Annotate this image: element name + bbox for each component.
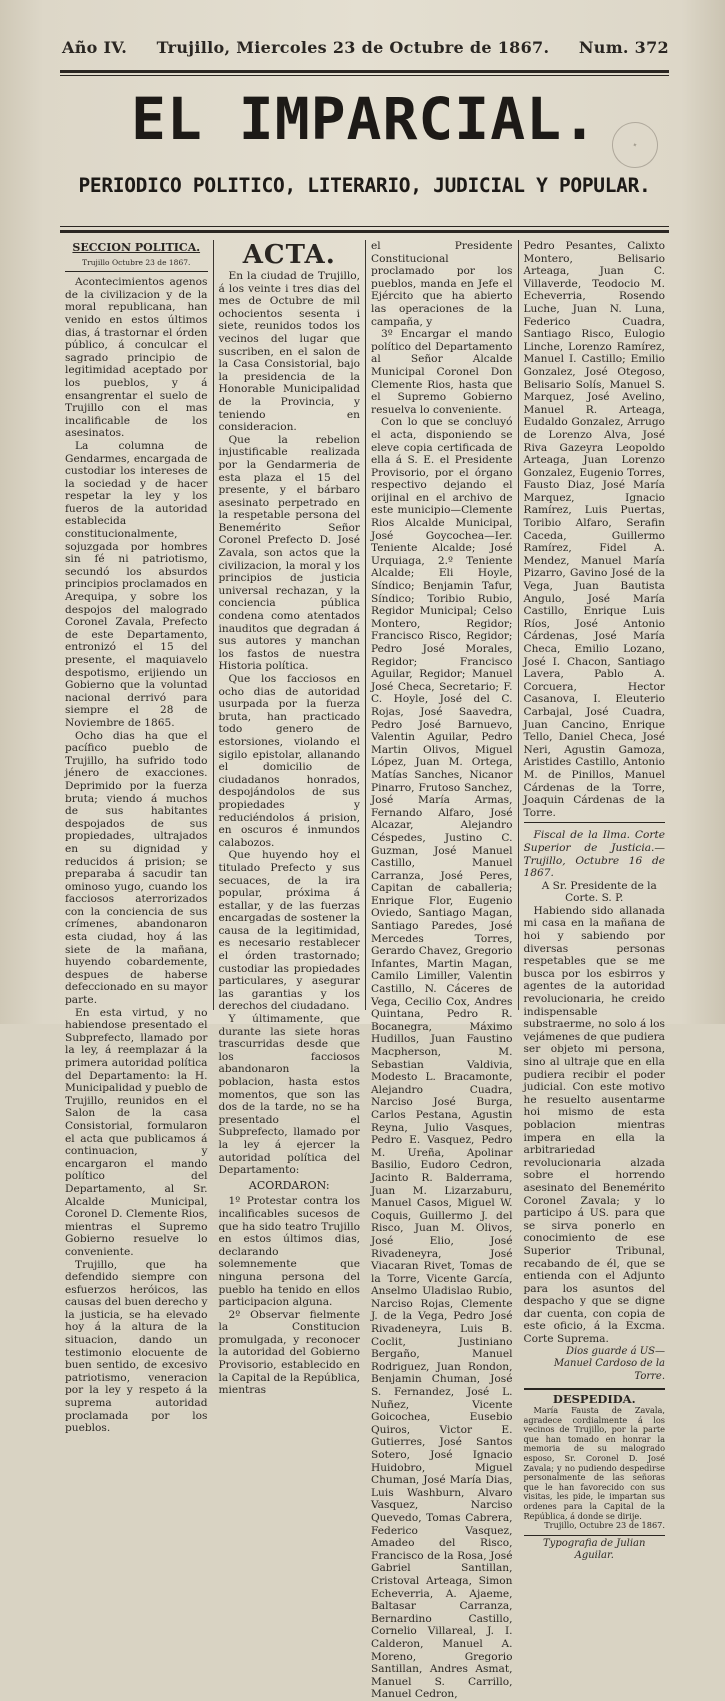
mid-rule-thick	[60, 230, 669, 233]
signature: Dios guarde á US—Manuel Cardoso de la Torre.	[553, 1345, 665, 1382]
resolution: 1º Protestar contra los incalificables sucesos de que ha sido teatro Trujillo en estos últimos dias, declarando solemnemente que ninguna persona del pueblo ha tenido en ellos participacion alguna.	[218, 1195, 360, 1309]
printer-credit: Typografia de Julian Aguilar.	[524, 1535, 666, 1563]
dateline-row	[62, 38, 669, 60]
paragraph: En esta virtud, y no habiendose presentado el Subprefecto, llamado por la ley, á reemplazar á la primera autoridad política del Departamento: la H. Municipalidad y pueblo de Trujillo, reunidos en el Salon de la casa Consistorial, formularon el acta que publicamos á continuacion, y encargaron el mando político del Departamento, al Sr. Alcalde Municipal, Coronel D. Clemente Rios, mientras el Supremo Gobierno resuelve lo conveniente.	[65, 1006, 208, 1258]
issue-number: Num. 372	[578, 38, 669, 57]
top-rule	[60, 70, 669, 73]
fiscal-salutation: A Sr. Presidente de la Corte. S. P.	[541, 879, 657, 905]
article-columns	[60, 240, 670, 1701]
mid-rule-thin	[60, 226, 669, 227]
despedida-notice	[524, 1388, 666, 1530]
acta-heading: ACTA.	[242, 240, 336, 270]
paragraph: Que huyendo hoy el titulado Prefecto y sus secuaces, de la ira popular, próxima á estallar, y de las fuerzas encargadas de sostener la causa de la legitimidad, es necesario restablecer el órden trastornado; custodiar las propiedades particulares, y asegurar las garantias y los derechos del ciudadano.	[218, 849, 360, 1013]
section-date: Trujillo Octubre 23 de 1867.	[65, 257, 208, 273]
resolution: 2º Observar fielmente la Constitucion promulgada, y reconocer la autoridad del Gobierno Provisorio, establecido en la Capital de la República, mientras	[218, 1308, 361, 1397]
despedida-text: María Fausta de Zavala, agradece cordialmente á los vecinos de Trujillo, por la parte que han tomado en honrar la memoria de su malogrado esposo, Sr. Coronel D. José Zavala; y no pudiendo despedirse personalmente de las señoras que le han favorecido con sus visitas, les pide, le impartan sus ordenes para la Capital de la República, á donde se dirije.	[523, 1405, 665, 1521]
signatories: Con lo que se concluyó el acta, disponiendo se eleve copia certificada de ella á S. E. el Presidente Provisorio, por el órgano respectivo dejando el orijinal en el archivo de este municipio—Clemente Rios Alcalde Municipal, José Goycochea—Ier. Teniente Alcalde; José Urquiaga, 2.º Teniente Alcalde; Eli Hoyle, Síndico; Benjamin Tafur, Síndico; Toribio Rubio, Regidor Municipal; Celso Montero, Regidor; Francisco Risco, Regidor; Pedro José Morales, Regidor; Francisco Aguilar, Regidor; Manuel José Checa, Secretario; F. C. Hoyle, José del C. Rojas, José Saavedra, Pedro José Barnuevo, Valentin Aguilar, Pedro Martin Olivos, Miguel López, Juan M. Ortega, Matías Sanches, Nicanor Pinarro, Frutoso Sanchez, José María Armas, Fernando Alfaro, José Alcazar, Alejandro Céspedes, Justino C. Guzman, José Manuel Castillo, Manuel Carranza, José Peres, Capitan de caballeria; Enrique Flor, Eugenio Oviedo, Santiago Magan, Santiago Paredes, José Mercedes Torres, Gerardo Chavez, Gregorio Infantes, Martin Magan, Camilo Limiller, Valentin Castillo, N. Cáceres de Vega, Cecilio Cox, Andres Quintana, Pedro R. Bocanegra, Máximo Hudillos, Juan Faustino Macpherson, M. Sebastian Valdivia, Modesto L. Bracamonte, Alejandro Cuadra, Narciso José Burga, Carlos Pestana, Agustin Reyna, Julio Vasques, Pedro E. Vasquez, Pedro M. Ureña, Apolinar Basilio, Eudoro Cedron, Jacinto R. Balderrama, Juan M. Lizarzaburu, Manuel Casos, Miguel W. Coquis, Guillermo J. del Risco, Juan M. Olivos, José Elio, José Rivadeneyra, José Viacaran Rivet, Tomas de la Torre, Vicente García, Anselmo Uladislao Rubio, Narciso Rojas, Clemente J. de la Vega, Pedro José Rivadeneyra, Luis B. Coclit, Justiniano Bergaño, Manuel Rodriguez, Juan Rondon, Benjamin Chuman, José S. Fernandez, José L. Nuñez, Vicente Goicochea, Eusebio Quiros, Victor E. Gutierres, José Santos Sotero, José Ignacio Huidobro, Miguel Chuman, José María Dias, Luis Washburn, Alvaro Vasquez, Narciso Quevedo, Tomas Cabrera, Federico Vasquez, Amadeo del Risco, Francisco de la Rosa, José Gabriel Santillan, Cristoval Arteaga, Simon Echeverria, A. Ajaeme, Baltasar Carranza, Bernardino Castillo, Cornelio Villareal, J. I. Calderon, Manuel A. Moreno, Gregorio Santillan, Andres Asmat, Manuel S. Carrillo, Manuel Cedron,	[371, 416, 513, 1701]
paragraph: Habiendo sido allanada mi casa en la mañana de hoi y sabiendo por diversas personas respetables que se me busca por los esbirros y agentes de la autoridad revolucionaria, he creido indispensable substraerme, no solo á los vejámenes de que pudiera ser objeto mi persona, sino al ultraje que en ella pudiera recibir el poder judicial. Con este motivo he resuelto ausentarme hoi mismo de esta poblacion mientras impera en ella la arbitrariedad revolucionaria alzada sobre el horrendo asesinato del Benemérito Coronel Zavala; y lo participo á US. para que se sirva ponerlo en conocimiento de ese Superior Tribunal, recabando de él, que se entienda con el Adjunto para los asuntos del despacho y que se digne dar cuenta, con copia de este oficio, á la Excma. Corte Suprema.	[523, 904, 665, 1346]
masthead	[0, 0, 725, 240]
section-heading: SECCION POLITICA.	[72, 241, 201, 254]
newspaper-subtitle: PERIODICO POLITICO, LITERARIO, JUDICIAL Y POPULAR.	[78, 174, 651, 197]
signatories-continued: Pedro Pesantes, Calixto Montero, Belisario Arteaga, Juan C. Villaverde, Teodocio M. Echeverria, Rosendo Luche, Juan N. Luna, Federico Cuadra, Santiago Risco, Eulogio Linche, Lorenzo Ramírez, Manuel I. Castillo; Emilio Gonzalez, José Otegoso, Belisario Solís, Manuel S. Marquez, José Avelino, Manuel R. Arteaga, Eudaldo Gonzalez, Arrugo de Lorenzo Alva, José Riva Gazeyra Leopoldo Arteaga, Juan Lorenzo Gonzalez, Eugenio Torres, Fausto Diaz, José María Marquez, Ignacio Ramírez, Luis Puertas, Toribio Alfaro, Serafin Caceda, Guillermo Ramírez, Fidel A. Mendez, Manuel María Pizarro, Gavino José de la Vega, Juan Bautista Angulo, José María Castillo, Enrique Luis Ríos, José Antonio Cárdenas, José María Checa, Emilio Lozano, José I. Chacon, Santiago Lavera, Pablo A. Corcuera, Hector Casanova, I. Eleuterio Carbajal, José Cuadra, Juan Cancino, Enrique Tello, Daniel Checa, José Neri, Agustin Gamoza, Aristides Castillo, Antonio M. de Pinillos, Manuel Cárdenas de la Torre, Joaquin Cárdenas de la Torre.	[523, 240, 665, 819]
column-1	[60, 240, 213, 1435]
library-stamp: ✦	[609, 119, 661, 171]
top-rule-thin	[60, 75, 669, 76]
despedida-title: DESPEDIDA.	[552, 1392, 636, 1407]
year-label: Año IV.	[62, 38, 128, 57]
date-label: Trujillo, Miercoles 23 de Octubre de 1867.	[156, 38, 550, 57]
paragraph: Que los facciosos en ocho dias de autoridad usurpada por la fuerza bruta, han practicado todo genero de estorsiones, violando el sigilo epistolar, allanando el domicilio de ciudadanos honrados, despojándolos de sus propiedades y reduciéndolos á prision, en oscuros é inmundos calabozos.	[218, 673, 360, 849]
column-4	[518, 240, 671, 1562]
paragraph: el Presidente Constitucional proclamado por los pueblos, manda en Jefe el Ejército que ha abierto las operaciones de la campaña, y	[371, 240, 513, 328]
paragraph: En la ciudad de Trujillo, á los veinte i tres dias del mes de Octubre de mil ochocientos sesenta i siete, reunidos todos los vecinos del lugar que suscriben, en el salon de la Casa Consistorial, bajo la presidencia de la Honorable Municipalidad de la Provincia, y teniendo en consideracion.	[218, 270, 360, 434]
paragraph: Ocho dias ha que el pacífico pueblo de Trujillo, ha sufrido todo jénero de exacciones. Deprimido por la fuerza bruta; viendo á muchos de sus habitantes despojados de sus propiedades, ultrajados en su dignidad y reducidos á prision; se preparaba á sacudir tan ominoso yugo, cuando los facciosos aterrorizados con la conciencia de sus crímenes, abandonaron esta ciudad, hoy á las siete de la mañana, huyendo cobardemente, despues de haberse defeccionado en su mayor parte.	[65, 729, 208, 1007]
paragraph: 3º Encargar el mando político del Departamento al Señor Alcalde Municipal Coronel Don Clemente Rios, hasta que el Supremo Gobierno resuelva lo conveniente.	[371, 328, 513, 416]
acordaron-heading: ACORDARON:	[248, 1178, 330, 1192]
column-3	[365, 240, 518, 1701]
fiscal-title: Fiscal de la Ilma. Corte Superior de Justicia.—Trujillo, Octubre 16 de 1867.	[523, 829, 665, 880]
column-2	[213, 240, 366, 1397]
newspaper-title: EL IMPARCIAL.	[131, 85, 598, 153]
paragraph: La columna de Gendarmes, encargada de custodiar los intereses de la sociedad y de hacer respetar la ley y los fueros de la autoridad establecida constitucionalmente, sojuzgada por hombres sin fé ni patriotismo, secundó los absurdos principios proclamados en Arequipa, y sobre los despojos del malogrado Coronel Zavala, Prefecto de este Departamento, entronizó el 15 del presente, el maquiavelo despotismo, erijiendo un Gobierno que la voluntad nacional derrivó para siempre el 28 de Noviembre de 1865.	[65, 439, 208, 729]
paragraph: Y últimamente, que durante las siete horas trascurridas desde que los facciosos abandonaron la poblacion, hasta estos momentos, que son las dos de la tarde, no se ha presentado el Subprefecto, llamado por la ley á ejercer la autoridad política del Departamento:	[218, 1013, 360, 1177]
paragraph: Trujillo, que ha defendido siempre con esfuerzos heróicos, las causas del buen derecho y la justicia, se ha elevado hoy á la altura de la situacion, dando un testimonio elocuente de buen sentido, de excesivo patriotismo, veneracion por la ley y respeto á la suprema autoridad proclamada por los pueblos.	[65, 1258, 208, 1435]
divider	[524, 822, 666, 823]
paragraph: Que la rebelion injustificable realizada por la Gendarmeria de esta plaza el 15 del presente, y el bárbaro asesinato perpetrado en la respetable persona del Benemérito Señor Coronel Prefecto D. José Zavala, son actos que la civilizacion, la moral y los principios de justicia universal rechazan, y la conciencia pública condena como atentados inauditos que degradan á sus autores y manchan los fastos de nuestra Historia política.	[218, 433, 360, 673]
despedida-date: Trujillo, Octubre 23 de 1867.	[544, 1520, 665, 1531]
paragraph: Acontecimientos agenos de la civilizacion y de la moral republicana, han venido en estos últimos dias, á trastornar el órden público, á conculcar el sagrado principio de legitimidad aceptado por los pueblos, y á ensangrentar el suelo de Trujillo con el mas incalificable de los asesinatos.	[65, 276, 208, 440]
